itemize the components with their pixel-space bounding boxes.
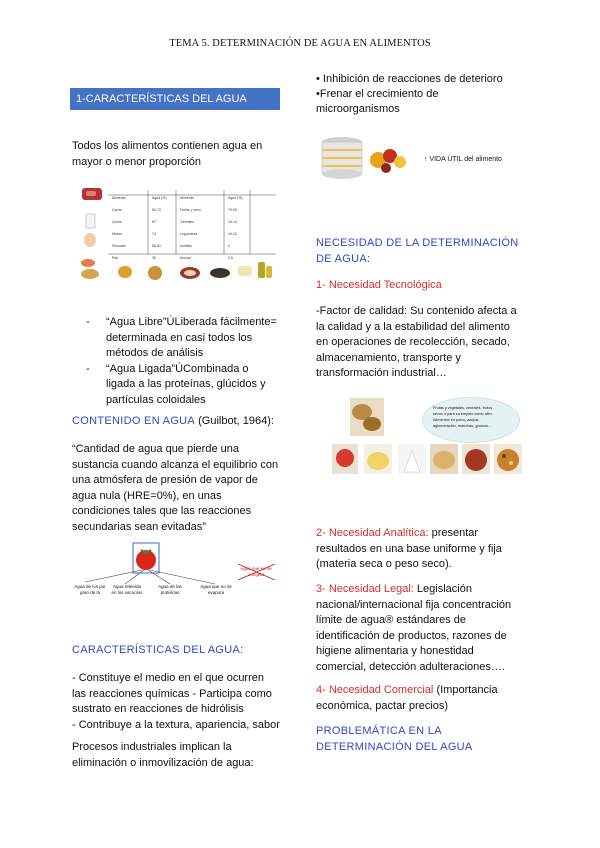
dehydrator-figure <box>318 132 418 187</box>
table-row: Huevo 74 Legumbres 10-12 <box>112 232 237 236</box>
procesos-text: Procesos industriales implican la eliminación o inmovilización de agua: <box>72 741 254 769</box>
list-item: - “Agua Ligada”ÚCombinada o ligada a las proteínas, glúcidos y partículas coloidales <box>86 362 266 406</box>
analitica-text: 2- Necesidad Analítica: presentar resultados en una base uniforme y fija (materia seca o peso seco). <box>316 527 502 570</box>
info-bubble <box>422 397 520 443</box>
table-row: Pescado 65-81 Aceites 0 <box>112 244 230 248</box>
comercial-text: 4- Necesidad Comercial (Importancia económica, pactar precios) <box>316 684 498 712</box>
water-distribution-diagram <box>70 540 280 620</box>
legal-text: 3- Necesidad Legal: Legislación nacional/internacional fija concentración límite de agua® estándares de identificación de productos, razones de higiene alimentaria y honestidad comercial, detección adulteraciones…. <box>316 583 512 673</box>
table-row: Carne 50-70 Frutas y verd. 70-95 <box>112 208 237 212</box>
tecnologica-text: -Factor de calidad: Su contenido afecta a la calidad y a la estabilidad del alimento en operaciones de recolección, secado, almacenamiento, transporte y transformación industrial… <box>316 305 517 379</box>
water-content-table-figure <box>80 182 280 290</box>
list-item: - “Agua Libre”ÚLiberada fácilmente= determinada en casi todos los métodos de análisis <box>86 316 277 359</box>
water-table <box>112 192 280 264</box>
diagram-label: Agua retenida en los vacuolos <box>111 584 143 595</box>
caracteristicas-list: - Constituye el medio en el que ocurren las reacciones químicas - Participa como sustrato en reacciones de hidrólisis - Contribuye a la textura, apariencia, sabor <box>72 672 280 731</box>
tecnologica-heading: 1- Necesidad Tecnológica <box>316 279 442 291</box>
page-title: TEMA 5. DETERMINACIÓN DE AGUA EN ALIMENTOS <box>169 38 431 49</box>
bubble-text: Frutas y vegetales, cereales, frutos secos o para su empleo como alim. Alimentos en polvo, azúcar, aglomeración, manchas, grumos… <box>433 406 493 428</box>
contenido-heading: CONTENIDO EN AGUA (Guilbot, 1964): <box>72 415 274 427</box>
caracteristicas-heading: CARACTERÍSTICAS DEL AGUA: <box>72 644 244 656</box>
dehydrator-image <box>318 132 418 187</box>
diagram-label: Agua que no se congela <box>240 566 272 577</box>
intro-text: Todos los alimentos contienen agua en mayor o menor proporción <box>72 140 263 168</box>
section-heading-caracteristicas: 1-CARACTERÍSTICAS DEL AGUA <box>70 88 280 110</box>
water-types-list <box>86 315 296 408</box>
problematica-heading: PROBLEMÁTICA EN LA DETERMINACIÓN DEL AGUA <box>316 725 473 753</box>
diagram-label: Agua de las proteínas <box>158 584 182 595</box>
definition-quote: “Cantidad de agua que pierde una sustancia cuando alcanza el equilibrio con una atmósfera de presión de vapor de agua nula (HRE=0%), en unas condiciones tales que las reacciones secundarias sean evitadas” <box>72 443 279 533</box>
diagram-label: Agua de los por gran de la <box>74 584 106 595</box>
diagram-label: Agua que no se evapora <box>200 584 232 595</box>
inhibicion-bullets: • Inhibición de reacciones de deterioro •Frenar el crecimiento de microorganismos <box>316 73 503 115</box>
table-row: Leche 87 Cereales 10-14 <box>112 220 237 224</box>
tomato-diagram <box>70 540 280 620</box>
necesidad-heading: NECESIDAD DE LA DETERMINACIÓN DE AGUA: <box>316 237 519 265</box>
table-header: Alimento Agua (%) Alimento Agua (%) <box>112 196 243 200</box>
vida-util-label: ↑ VIDA ÚTIL del alimento <box>424 156 502 163</box>
table-row: Pan 35 Azúcar 0,5 <box>112 256 233 260</box>
